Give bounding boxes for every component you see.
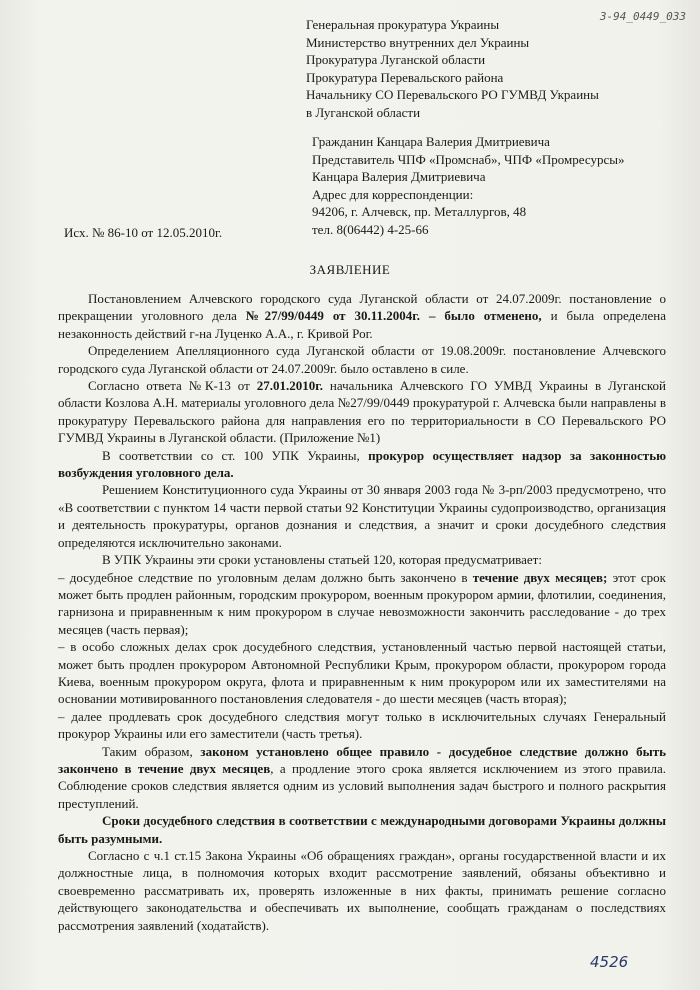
sender-line: 94206, г. Алчевск, пр. Металлургов, 48	[312, 204, 527, 219]
sender-block	[312, 133, 692, 238]
sender-line: Гражданин Канцара Валерия Дмитриевича	[312, 134, 550, 149]
text-run: Согласно ответа №К-13 от	[88, 378, 257, 394]
bold-run: 27.01.2010г.	[256, 378, 323, 394]
paragraph-3	[58, 377, 666, 447]
text-run: – досудебное следствие по уголовным делам должно быть закончено в	[58, 569, 473, 585]
document-title: ЗАЯВЛЕНИЕ	[309, 262, 391, 277]
paragraph-4	[58, 447, 666, 482]
bold-run: Сроки досудебного следствия в соответствии с международными договорами Украины должны быть разумными.	[58, 813, 666, 846]
text-run: начальника Алчевского ГО УМВД Украины в Луганской области Козлова А.Н. материалы уголовного дела №27/99/0449 прокуратурой г. Алчевска были направлены в прокуратуру Перевальского района для направления его по территориальности в СО Перевальского РО ГУМВД Украины в Луганской области. (Приложение №1)	[58, 378, 666, 446]
outgoing-number: Исх. № 86-10 от 12.05.2010г.	[64, 225, 223, 240]
text-run: Таким образом,	[102, 743, 201, 759]
list-item-2: – в особо сложных делах срок досудебного следствия, установленный частью первой настоящей статьи, может быть продлен прокурором Автономной Республики Крым, прокурором области, прокурором города Киева, военным прокурором округа, флота и приравненным к ним прокурором или их заместителями на основании мотивированного постановления следователя - до шести месяцев (часть вторая);	[58, 639, 666, 707]
paragraph-7	[58, 743, 666, 813]
list-item-1	[58, 569, 666, 639]
sender-line: Представитель ЧПФ «Промснаб», ЧПФ «Промресурсы»	[312, 151, 625, 167]
bold-run: прокурор осуществляет надзор за законностью возбуждения уголовного дела.	[58, 447, 666, 481]
paragraph-1	[58, 290, 666, 342]
handwritten-page-number: 4526	[590, 953, 629, 971]
sender-line: тел. 8(06442) 4-25-66	[312, 221, 429, 237]
paragraph-5: Решением Конституционного суда Украины от 30 января 2003 года № 3-рп/2003 предусмотрено, что «В соответствии с пунктом 14 части первой статьи 92 Конституции Украины судопроизводство, организация и деятельность прокуратуры, органов дознания и следствия, а значит и сроки досудебного следствия определяются исключительно законами.	[58, 482, 666, 550]
addressee-line: Прокуратура Перевальского района	[306, 69, 504, 85]
bold-run: №27/99/0449 от 30.11.2004г. – было отменено,	[245, 308, 542, 324]
bold-run: течение двух месяцев;	[472, 569, 608, 585]
addressee-line: в Луганской области	[306, 104, 421, 120]
addressee-line: Прокуратура Луганской области	[306, 52, 486, 67]
case-number-stamp: 3-94_0449_033	[599, 10, 686, 23]
list-item-3: – далее продлевать срок досудебного следствия могут только в исключительных случаях Генеральный прокурор Украины или его заместители (часть третья).	[58, 708, 666, 742]
bold-run: законом установлено общее правило - досудебное следствие должно быть закончено в течение двух месяцев	[58, 743, 667, 776]
text-run: и была определена незаконность действий г-на Луценко А.А., г. Кривой Рог.	[58, 308, 666, 341]
sender-line: Канцара Валерия Дмитриевича	[312, 169, 486, 184]
text-run: В соответствии со ст. 100 УПК Украины,	[102, 447, 369, 463]
text-run: , а продление этого срока является исключением из этого правила. Соблюдение сроков следствия является одним из условий выполнения задач быстрого и полного раскрытия преступлений.	[58, 760, 666, 811]
text-run: Постановлением Алчевского городского суда Луганской области от 24.07.2009г. постановление о прекращении уголовного дела	[58, 291, 666, 324]
paragraph-9: Согласно с ч.1 ст.15 Закона Украины «Об обращениях граждан», органы государственной власти и их должностные лица, в полномочия которых входит рассмотрение заявлений, обязаны объективно и своевременно рассматривать их, проверять изложенные в них факты, принимать решение согласно действующего законодательства и обеспечивать их выполнение, сообщать гражданам о последствиях рассмотрения заявлений (ходатайств).	[58, 848, 666, 933]
paragraph-2: Определением Апелляционного суда Луганской области от 19.08.2009г. постановление Алчевского городского суда Луганской области от 24.07.2009г. было оставлено в силе.	[58, 343, 666, 376]
addressee-line: Начальнику СО Перевальского РО ГУМВД Украины	[306, 87, 599, 102]
addressee-line: Министерство внутренних дел Украины	[306, 34, 530, 50]
addressee-block	[306, 16, 686, 121]
document-body	[58, 290, 666, 934]
text-run: этот срок может быть продлен районным, городским прокурором, военным прокурором армии, флотилии, соединения, гарнизона и приравненным к ним прокурором в случае невозможности закончить расследование - до трех месяцев (часть первая);	[58, 569, 667, 637]
paragraph-6: В УПК Украины эти сроки установлены статьей 120, которая предусматривает:	[102, 552, 542, 568]
sender-line: Адрес для корреспонденции:	[312, 186, 474, 202]
addressee-line: Генеральная прокуратура Украины	[306, 17, 500, 32]
paragraph-8	[58, 812, 666, 847]
